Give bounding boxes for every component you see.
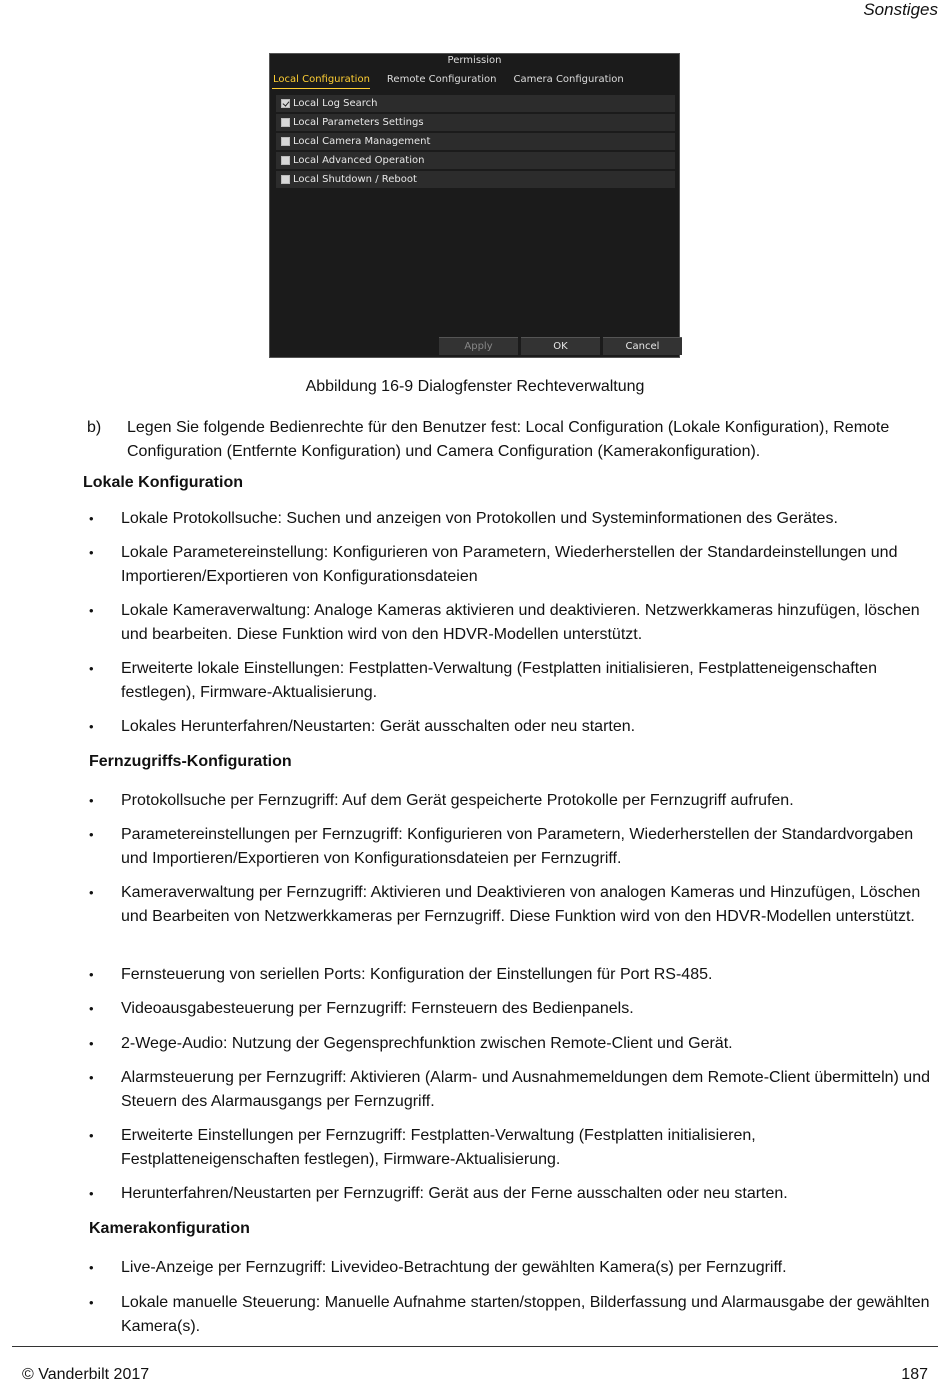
checkbox[interactable] [281, 175, 290, 184]
permission-item-label: Local Camera Management [293, 136, 431, 147]
bullet-item: • Alarmsteuerung per Fernzugriff: Aktivieren (Alarm- und Ausnahmemeldungen dem Remote-Client übermitteln) und Steuern des Alarmausgangs per Fernzugriff. [121, 1066, 936, 1113]
bullet-item: • Erweiterte lokale Einstellungen: Festplatten-Verwaltung (Festplatten initialisieren, Festplatteneigenschaften festlegen), Firmware-Aktualisierung. [121, 657, 936, 704]
cancel-button[interactable]: Cancel [603, 337, 682, 355]
bullet-item: • Fernsteuerung von seriellen Ports: Konfiguration der Einstellungen für Port RS-485. [121, 963, 936, 987]
permission-item-local-camera-management[interactable] [276, 133, 675, 150]
bullet-item: • 2-Wege-Audio: Nutzung der Gegensprechfunktion zwischen Remote-Client und Gerät. [121, 1032, 936, 1056]
footer-page-number: 187 [901, 1366, 928, 1383]
permission-item-label: Local Shutdown / Reboot [293, 174, 417, 185]
tab-local-configuration[interactable]: Local Configuration [272, 73, 370, 89]
permission-item-local-log-search[interactable] [276, 95, 675, 112]
bullet-item: • Lokale Parametereinstellung: Konfigurieren von Parametern, Wiederherstellen der Standardeinstellungen und Importieren/Exportieren von Konfigurationsdateien [121, 541, 936, 588]
bullet-item: • Protokollsuche per Fernzugriff: Auf dem Gerät gespeicherte Protokolle per Fernzugriff aufrufen. [121, 789, 936, 813]
bullet-item: • Videoausgabesteuerung per Fernzugriff: Fernsteuern des Bedienpanels. [121, 997, 936, 1021]
bullet-item: • Parametereinstellungen per Fernzugriff: Konfigurieren von Parametern, Wiederherstellen der Standardvorgaben und Importieren/Exportieren von Konfigurationsdateien per Fernzugriff. [121, 823, 936, 870]
dialog-buttons [436, 337, 682, 355]
permission-item-label: Local Advanced Operation [293, 155, 425, 166]
checkbox[interactable] [281, 99, 290, 108]
permission-item-local-parameters-settings[interactable] [276, 114, 675, 131]
permission-item-label: Local Log Search [293, 98, 378, 109]
footer-copyright: © Vanderbilt 2017 [22, 1366, 150, 1383]
dialog-title: Permission [447, 55, 502, 66]
section-heading-fernzugriffs-konfiguration: Fernzugriffs-Konfiguration [89, 753, 292, 770]
bullet-item: • Kameraverwaltung per Fernzugriff: Aktivieren und Deaktivieren von analogen Kameras und Hinzufügen, Löschen und Bearbeiten von Netzwerkkameras per Fernzugriff. Diese Funktion wird von den HDVR-Modellen unterstützt. [121, 881, 936, 928]
apply-button[interactable]: Apply [439, 337, 518, 355]
ok-button[interactable]: OK [521, 337, 600, 355]
bullet-item: • Erweiterte Einstellungen per Fernzugriff: Festplatten-Verwaltung (Festplatten initialisieren, Festplatteneigenschaften festlegen), Firmware-Aktualisierung. [121, 1124, 936, 1171]
checkbox[interactable] [281, 156, 290, 165]
section-heading-kamerakonfiguration: Kamerakonfiguration [89, 1220, 250, 1237]
bullet-item: • Lokale manuelle Steuerung: Manuelle Aufnahme starten/stoppen, Bilderfassung und Alarmausgabe der gewählten Kamera(s). [121, 1291, 936, 1338]
footer-divider [12, 1346, 938, 1347]
permission-item-label: Local Parameters Settings [293, 117, 424, 128]
bullet-item: • Live-Anzeige per Fernzugriff: Livevideo-Betrachtung der gewählten Kamera(s) per Fernzugriff. [121, 1256, 936, 1280]
intro-paragraph [87, 416, 937, 463]
bullet-item: • Herunterfahren/Neustarten per Fernzugriff: Gerät aus der Ferne ausschalten oder neu starten. [121, 1182, 936, 1206]
checkbox[interactable] [281, 137, 290, 146]
checkbox[interactable] [281, 118, 290, 127]
permission-item-local-shutdown-reboot[interactable] [276, 171, 675, 188]
intro-text: Legen Sie folgende Bedienrechte für den Benutzer fest: Local Configuration (Lokale Konfiguration), Remote Configuration (Entfernte Konfiguration) und Camera Configuration (Kamerakonfiguration). [127, 419, 890, 460]
tab-camera-configuration[interactable]: Camera Configuration [513, 74, 624, 85]
bullet-item: • Lokale Protokollsuche: Suchen und anzeigen von Protokollen und Systeminformationen des Gerätes. [121, 507, 936, 531]
dialog-tabs [272, 73, 677, 89]
tab-remote-configuration[interactable]: Remote Configuration [386, 74, 497, 85]
figure-caption: Abbildung 16-9 Dialogfenster Rechteverwaltung [305, 378, 645, 395]
bullet-item: • Lokale Kameraverwaltung: Analoge Kameras aktivieren und deaktivieren. Netzwerkkameras hinzufügen, löschen und bearbeiten. Diese Funktion wird von den HDVR-Modellen unterstützt. [121, 599, 936, 646]
intro-label: b) [87, 419, 102, 436]
section-heading-lokale-konfiguration: Lokale Konfiguration [83, 474, 243, 491]
permission-dialog [269, 53, 680, 358]
permission-item-local-advanced-operation[interactable] [276, 152, 675, 169]
permission-list [276, 95, 675, 190]
bullet-item: • Lokales Herunterfahren/Neustarten: Gerät ausschalten oder neu starten. [121, 715, 936, 739]
header-section-title: Sonstiges [863, 0, 938, 19]
